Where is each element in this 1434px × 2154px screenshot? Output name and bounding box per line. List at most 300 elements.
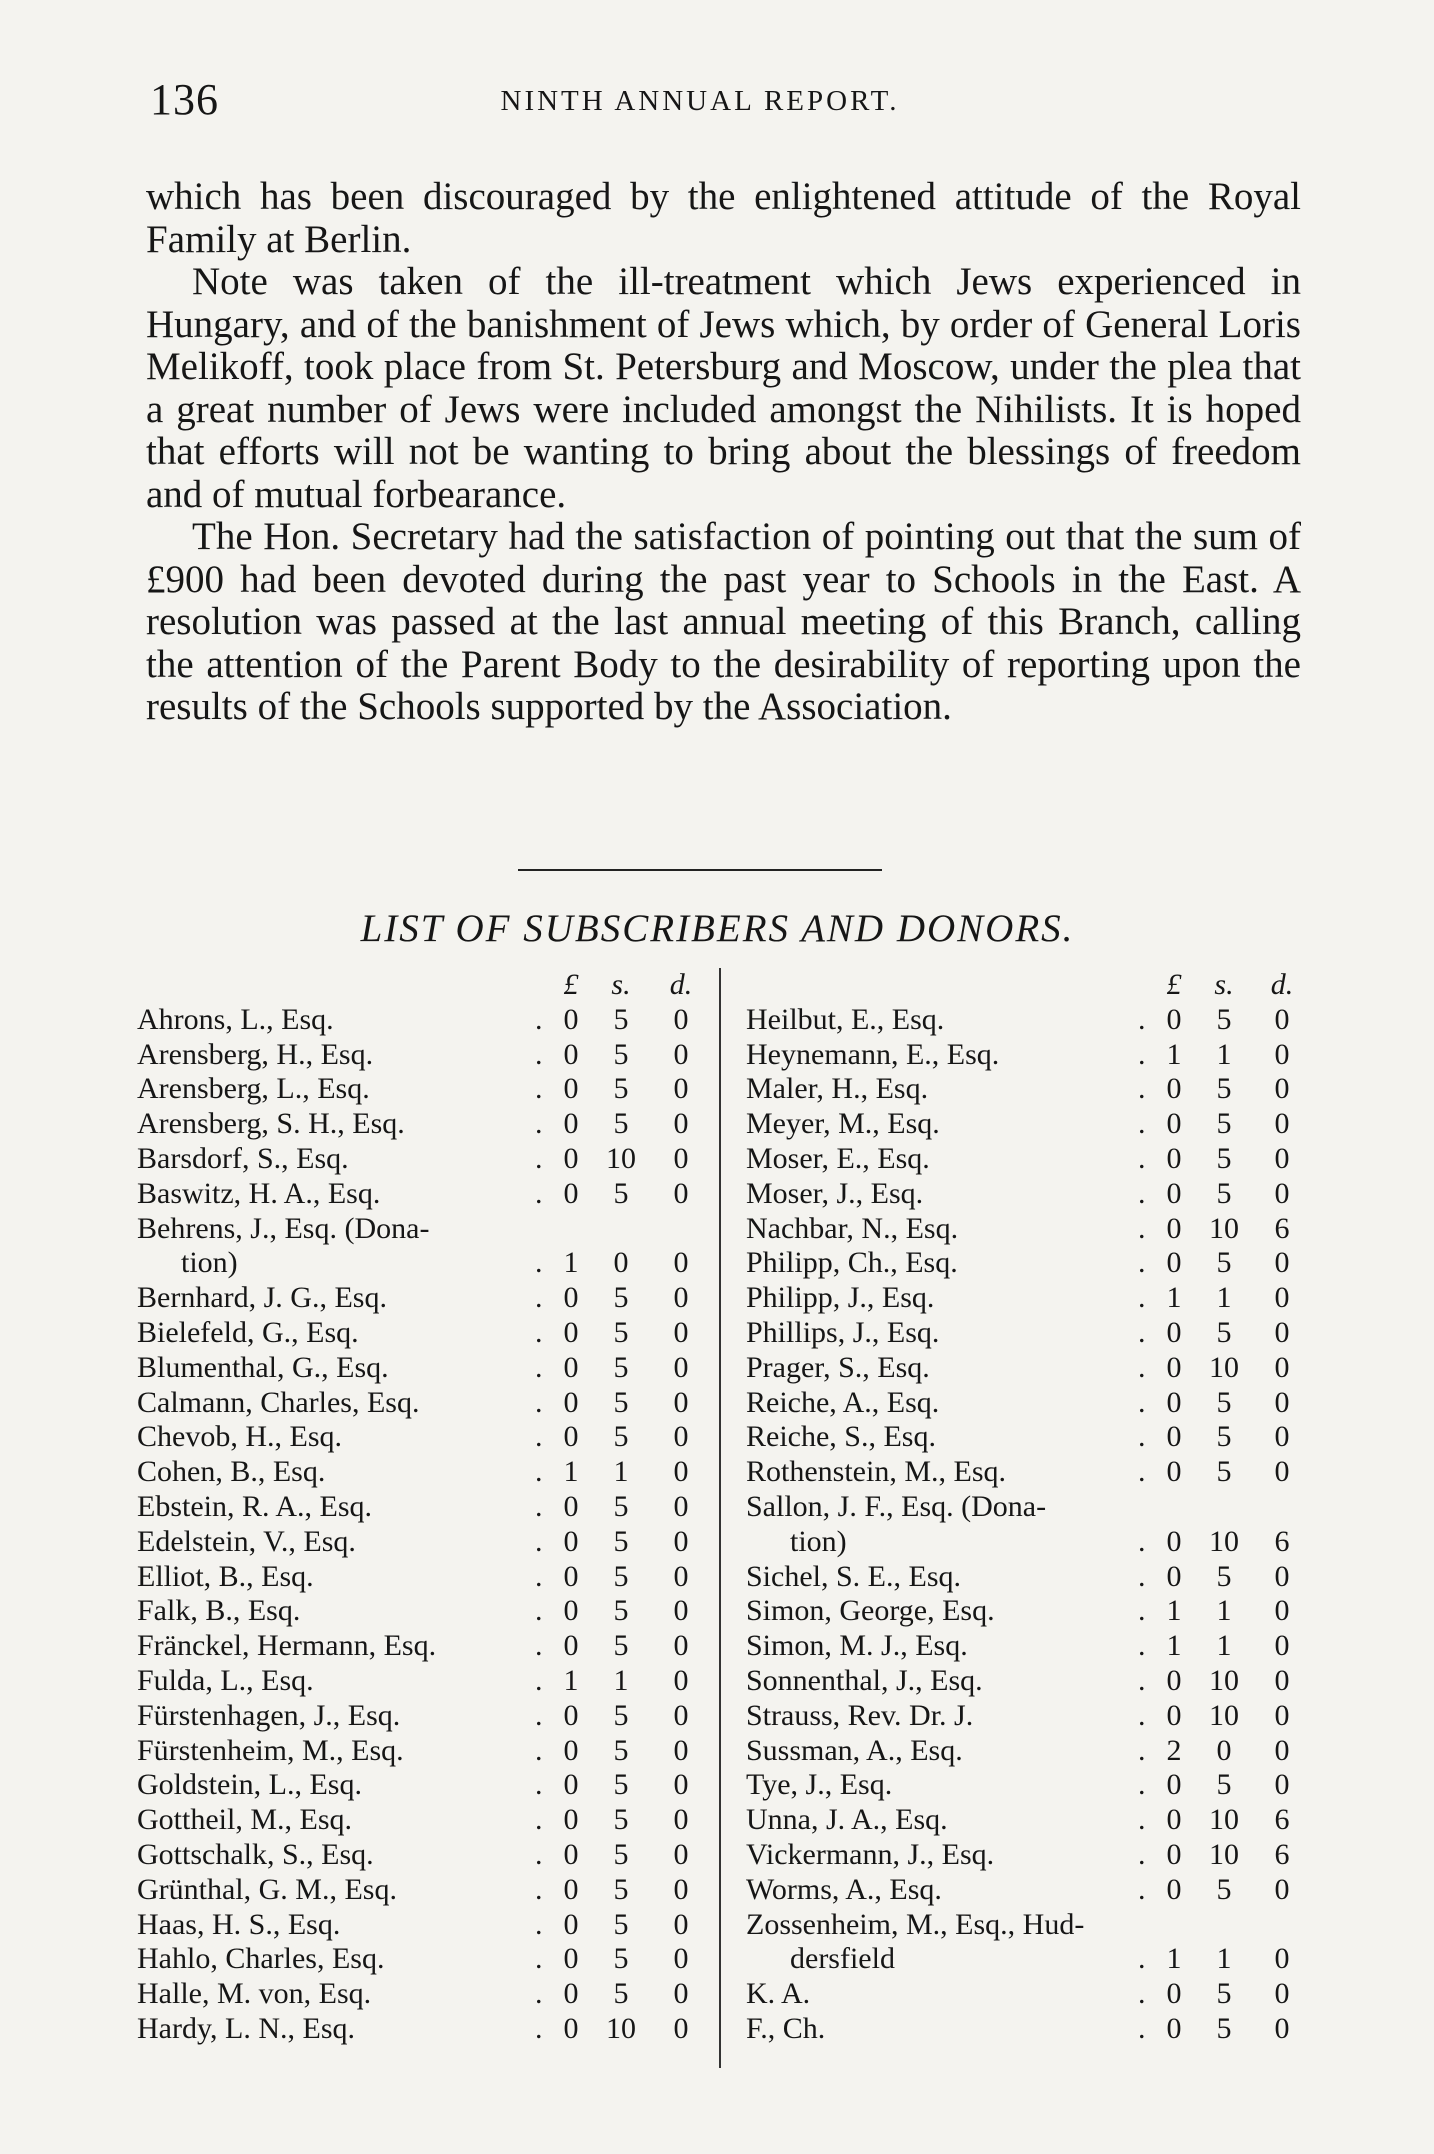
pounds-amount: 0 [563, 1594, 579, 1628]
subscriber-row [137, 1246, 697, 1281]
leader-dot: . [1138, 1942, 1146, 1976]
subscriber-name: Barsdorf, S., Esq. [137, 1141, 349, 1175]
pence-amount: 0 [1274, 1350, 1290, 1384]
pounds-amount: 0 [563, 1524, 579, 1558]
shillings-amount: 5 [613, 1977, 629, 2011]
pence-amount: 0 [673, 1768, 689, 1802]
leader-dot: . [535, 1246, 543, 1280]
pence-amount: 0 [673, 1420, 689, 1454]
pounds-amount: 1 [1166, 1629, 1182, 1663]
pounds-amount: 0 [563, 1803, 579, 1837]
subscriber-name: Elliot, B., Esq. [137, 1559, 314, 1593]
leader-dot: . [1138, 1246, 1146, 1280]
leader-dot: . [1138, 1524, 1146, 1558]
leader-dot: . [535, 1594, 543, 1628]
subscriber-name: Philipp, J., Esq. [746, 1281, 935, 1315]
subscriber-row [746, 1560, 1306, 1595]
subscriber-name: Simon, M. J., Esq. [746, 1629, 968, 1663]
paragraph: The Hon. Secretary had the satisfaction of pointing out that the sum of £900 had been devoted during the past year to Schools in the East. A resolution was passed at the last annual meeting of this Branch, calling the attention of the Parent Body to the desirability of reporting upon the results of the Schools supported by the Association. [146, 515, 1301, 728]
pounds-amount: 0 [1166, 1246, 1182, 1280]
subscriber-name: dersfield [790, 1942, 895, 1976]
shillings-amount: 5 [613, 1698, 629, 1732]
subscriber-name: Baswitz, H. A., Esq. [137, 1176, 381, 1210]
pence-amount: 0 [1274, 1942, 1290, 1976]
leader-dot: . [1138, 1559, 1146, 1593]
pounds-amount: 1 [563, 1246, 579, 1280]
subscriber-row [746, 1316, 1306, 1351]
leader-dot: . [535, 2011, 543, 2045]
subscriber-name: Bielefeld, G., Esq. [137, 1315, 359, 1349]
pence-amount: 0 [673, 1385, 689, 1419]
pounds-amount: 1 [563, 1663, 579, 1697]
pounds-amount: 0 [563, 1002, 579, 1036]
shillings-amount: 10 [1209, 1837, 1239, 1871]
subscriber-name: Fürstenhagen, J., Esq. [137, 1698, 401, 1732]
pence-amount: 0 [673, 1594, 689, 1628]
pounds-amount: 0 [1166, 1141, 1182, 1175]
subscriber-name: Cohen, B., Esq. [137, 1455, 326, 1489]
paragraph: which has been discouraged by the enlightened attitude of the Royal Family at Berlin. [146, 175, 1301, 261]
subscriber-row [137, 1629, 697, 1664]
leader-dot: . [1138, 1803, 1146, 1837]
leader-dot: . [1138, 1977, 1146, 2011]
leader-dot: . [535, 1489, 543, 1523]
pence-amount: 0 [673, 1455, 689, 1489]
shillings-amount: 1 [1216, 1629, 1232, 1663]
shillings-amount: 5 [613, 1072, 629, 1106]
pence-amount: 0 [1274, 1281, 1290, 1315]
subscriber-name: Zossenheim, M., Esq., Hud- [746, 1907, 1085, 1941]
subscriber-name: Moser, J., Esq. [746, 1176, 924, 1210]
shillings-amount: 1 [1216, 1281, 1232, 1315]
shillings-amount: 5 [1216, 1768, 1232, 1802]
leader-dot: . [1138, 1002, 1146, 1036]
leader-dot: . [535, 1281, 543, 1315]
shillings-amount: 5 [613, 1176, 629, 1210]
shillings-amount: 5 [613, 1420, 629, 1454]
shillings-amount: 1 [613, 1663, 629, 1697]
subscriber-row [137, 1386, 697, 1421]
subscriber-row [746, 1142, 1306, 1177]
shillings-amount: 5 [613, 1281, 629, 1315]
leader-dot: . [1138, 1733, 1146, 1767]
shillings-amount: 5 [1216, 1315, 1232, 1349]
subscriber-row [137, 1107, 697, 1142]
leader-dot: . [1138, 1872, 1146, 1906]
subscriber-row [137, 1873, 697, 1908]
pence-amount: 0 [673, 1176, 689, 1210]
leader-dot: . [535, 1350, 543, 1384]
pounds-amount: 0 [563, 1350, 579, 1384]
shillings-amount: 10 [1209, 1803, 1239, 1837]
pence-amount: 0 [673, 1942, 689, 1976]
shillings-amount: 5 [613, 1002, 629, 1036]
pounds-amount: 0 [563, 2011, 579, 2045]
subscriber-name: Fulda, L., Esq. [137, 1663, 314, 1697]
paragraph: Note was taken of the ill-treatment which Jews experienced in Hungary, and of the banishment of Jews which, by order of General Loris Melikoff, took place from St. Petersburg and Moscow, under the plea that a great number of Jews were included amongst the Nihilists. It is hoped that efforts will not be wanting to bring about the blessings of freedom and of mutual forbearance. [146, 260, 1301, 516]
pounds-amount: 0 [563, 1629, 579, 1663]
leader-dot: . [535, 1803, 543, 1837]
subscriber-name: Chevob, H., Esq. [137, 1420, 342, 1454]
leader-dot: . [535, 1420, 543, 1454]
shillings-amount: 10 [1209, 1211, 1239, 1245]
pounds-amount: 0 [1166, 1559, 1182, 1593]
leader-dot: . [535, 1524, 543, 1558]
pounds-amount: 0 [563, 1907, 579, 1941]
pence-amount: 0 [673, 1907, 689, 1941]
subscriber-row [746, 1212, 1306, 1247]
subscriber-row [746, 1455, 1306, 1490]
subscriber-row [746, 1490, 1306, 1525]
pounds-amount: 0 [563, 1942, 579, 1976]
subscriber-name: tion) [790, 1524, 847, 1558]
subscriber-row [746, 1038, 1306, 1073]
pounds-amount: 0 [1166, 1315, 1182, 1349]
leader-dot: . [535, 1037, 543, 1071]
column-header [746, 968, 1306, 1003]
section-divider [518, 869, 882, 871]
pounds-amount: 1 [1166, 1281, 1182, 1315]
shillings-amount: 5 [1216, 1420, 1232, 1454]
subscriber-name: Arensberg, S. H., Esq. [137, 1107, 405, 1141]
subscriber-name: Unna, J. A., Esq. [746, 1803, 948, 1837]
shillings-amount: 5 [1216, 1977, 1232, 2011]
pence-amount: 0 [1274, 1768, 1290, 1802]
pounds-amount: 0 [563, 1385, 579, 1419]
pence-amount: 0 [673, 1524, 689, 1558]
pounds-amount: 0 [563, 1837, 579, 1871]
pence-amount: 0 [1274, 1420, 1290, 1454]
leader-dot: . [1138, 1281, 1146, 1315]
pounds-amount: 0 [1166, 1837, 1182, 1871]
subscriber-name: Gottschalk, S., Esq. [137, 1837, 374, 1871]
pence-amount: 0 [673, 1977, 689, 2011]
subscriber-name: Bernhard, J. G., Esq. [137, 1281, 387, 1315]
subscriber-row [137, 1420, 697, 1455]
shillings-amount: 10 [1209, 1663, 1239, 1697]
leader-dot: . [1138, 1211, 1146, 1245]
subscriber-row [137, 1038, 697, 1073]
shillings-amount: 5 [1216, 1002, 1232, 1036]
shillings-amount: 10 [1209, 1524, 1239, 1558]
shillings-amount: 5 [613, 1803, 629, 1837]
pence-amount: 0 [1274, 1141, 1290, 1175]
page-number: 136 [150, 75, 219, 124]
pounds-amount: 0 [1166, 1524, 1182, 1558]
subscriber-row [746, 1420, 1306, 1455]
pence-amount: 0 [673, 1803, 689, 1837]
pence-amount: 0 [1274, 1594, 1290, 1628]
subscriber-row [137, 2012, 697, 2047]
pence-amount: 0 [673, 1350, 689, 1384]
shillings-amount: 5 [613, 1107, 629, 1141]
subscriber-name: Gottheil, M., Esq. [137, 1803, 352, 1837]
subscriber-name: F., Ch. [746, 2011, 826, 2045]
subscriber-name: Ahrons, L., Esq. [137, 1002, 334, 1036]
subscriber-row [746, 1838, 1306, 1873]
pence-amount: 6 [1274, 1211, 1290, 1245]
subscriber-row [746, 1942, 1306, 1977]
subscriber-name: Haas, H. S., Esq. [137, 1907, 341, 1941]
pence-amount: 0 [1274, 1176, 1290, 1210]
subscriber-row [746, 1072, 1306, 1107]
subscriber-row [746, 1351, 1306, 1386]
subscriber-row [746, 1977, 1306, 2012]
subscriber-row [746, 1908, 1306, 1943]
pounds-amount: 0 [563, 1559, 579, 1593]
shillings-amount: 5 [613, 1837, 629, 1871]
pence-amount: 0 [1274, 1559, 1290, 1593]
pence-amount: 0 [1274, 1629, 1290, 1663]
pounds-amount: 1 [1166, 1594, 1182, 1628]
subscriber-row [137, 1560, 697, 1595]
subscriber-name: Hahlo, Charles, Esq. [137, 1942, 385, 1976]
subscriber-row [746, 1246, 1306, 1281]
subscriber-name: Fürstenheim, M., Esq. [137, 1733, 404, 1767]
subscriber-name: Sichel, S. E., Esq. [746, 1559, 961, 1593]
leader-dot: . [1138, 1315, 1146, 1349]
pounds-amount: 0 [563, 1489, 579, 1523]
subscriber-name: Blumenthal, G., Esq. [137, 1350, 389, 1384]
shillings-amount: 5 [613, 1350, 629, 1384]
leader-dot: . [1138, 1768, 1146, 1802]
pounds-amount: 0 [1166, 1176, 1182, 1210]
shillings-amount: 5 [613, 1872, 629, 1906]
list-title: LIST OF SUBSCRIBERS AND DONORS. [360, 907, 1075, 950]
subscriber-row [746, 1281, 1306, 1316]
subscriber-name: Meyer, M., Esq. [746, 1107, 940, 1141]
subscriber-row [137, 1942, 697, 1977]
shillings-amount: 5 [613, 1629, 629, 1663]
pence-amount: 6 [1274, 1803, 1290, 1837]
pence-amount: 0 [1274, 1107, 1290, 1141]
pence-amount: 0 [673, 1489, 689, 1523]
shillings-amount: 5 [613, 1385, 629, 1419]
leader-dot: . [1138, 1350, 1146, 1384]
subscriber-name: Ebstein, R. A., Esq. [137, 1489, 373, 1523]
pounds-amount: 0 [1166, 1385, 1182, 1419]
shillings-amount: 5 [1216, 1559, 1232, 1593]
pence-amount: 0 [1274, 1315, 1290, 1349]
pounds-amount: 0 [563, 1072, 579, 1106]
leader-dot: . [1138, 1420, 1146, 1454]
leader-dot: . [535, 1455, 543, 1489]
pence-amount: 6 [1274, 1837, 1290, 1871]
pounds-amount: 0 [563, 1141, 579, 1175]
leader-dot: . [1138, 1837, 1146, 1871]
shillings-amount: 0 [1216, 1733, 1232, 1767]
subscriber-row [746, 1699, 1306, 1734]
subscriber-row [746, 1386, 1306, 1421]
pence-amount: 0 [673, 1281, 689, 1315]
subscriber-row [137, 1664, 697, 1699]
shillings-amount: 5 [1216, 1246, 1232, 1280]
pence-amount: 0 [1274, 1037, 1290, 1071]
leader-dot: . [535, 1315, 543, 1349]
shillings-amount: 5 [1216, 1872, 1232, 1906]
pence-amount: 0 [1274, 1455, 1290, 1489]
subscriber-row [137, 1212, 697, 1247]
column-divider [719, 968, 721, 2068]
pence-amount: 0 [673, 1559, 689, 1593]
subscriber-row [137, 1455, 697, 1490]
subscriber-name: Moser, E., Esq. [746, 1141, 930, 1175]
pence-amount: 0 [1274, 1246, 1290, 1280]
leader-dot: . [535, 1559, 543, 1593]
pounds-amount: 0 [1166, 1420, 1182, 1454]
leader-dot: . [1138, 1176, 1146, 1210]
pence-amount: 0 [673, 1002, 689, 1036]
column-header [137, 968, 697, 1003]
subscriber-name: Edelstein, V., Esq. [137, 1524, 356, 1558]
subscriber-row [137, 1594, 697, 1629]
subscriber-name: Maler, H., Esq. [746, 1072, 929, 1106]
leader-dot: . [1138, 1107, 1146, 1141]
pounds-amount: 0 [1166, 1002, 1182, 1036]
leader-dot: . [1138, 1455, 1146, 1489]
pounds-header: £ [563, 968, 579, 1001]
shillings-amount: 5 [1216, 1385, 1232, 1419]
shillings-header: s. [611, 968, 631, 1001]
pence-amount: 0 [1274, 1072, 1290, 1106]
pence-amount: 0 [673, 1037, 689, 1071]
pence-amount: 0 [1274, 1977, 1290, 2011]
leader-dot: . [535, 1141, 543, 1175]
shillings-amount: 10 [606, 2011, 636, 2045]
shillings-amount: 5 [613, 1907, 629, 1941]
pounds-amount: 0 [563, 1733, 579, 1767]
pence-amount: 0 [1274, 1002, 1290, 1036]
leader-dot: . [535, 1872, 543, 1906]
pounds-amount: 0 [1166, 1872, 1182, 1906]
leader-dot: . [535, 1907, 543, 1941]
pence-amount: 0 [1274, 1663, 1290, 1697]
shillings-amount: 5 [1216, 1141, 1232, 1175]
pounds-amount: 0 [563, 1872, 579, 1906]
subscriber-name: Reiche, S., Esq. [746, 1420, 936, 1454]
subscriber-name: Fränckel, Hermann, Esq. [137, 1629, 437, 1663]
subscriber-row [137, 1316, 697, 1351]
subscriber-name: Arensberg, L., Esq. [137, 1072, 370, 1106]
shillings-header: s. [1214, 968, 1234, 1001]
pounds-amount: 0 [1166, 1455, 1182, 1489]
pence-amount: 0 [1274, 1698, 1290, 1732]
subscriber-name: Strauss, Rev. Dr. J. [746, 1698, 974, 1732]
pounds-amount: 1 [1166, 1037, 1182, 1071]
pence-amount: 0 [673, 1072, 689, 1106]
shillings-amount: 5 [613, 1037, 629, 1071]
pence-amount: 0 [673, 1872, 689, 1906]
pounds-amount: 2 [1166, 1733, 1182, 1767]
leader-dot: . [535, 1977, 543, 2011]
pounds-amount: 0 [563, 1420, 579, 1454]
shillings-amount: 0 [613, 1246, 629, 1280]
pence-amount: 0 [673, 1698, 689, 1732]
subscriber-row [137, 1177, 697, 1212]
subscriber-name: Arensberg, H., Esq. [137, 1037, 374, 1071]
leader-dot: . [535, 1663, 543, 1697]
subscriber-name: Tye, J., Esq. [746, 1768, 893, 1802]
leader-dot: . [1138, 1629, 1146, 1663]
pounds-amount: 0 [563, 1768, 579, 1802]
subscriber-row [746, 1768, 1306, 1803]
subscriber-row [746, 1664, 1306, 1699]
subscriber-name: Sallon, J. F., Esq. (Dona- [746, 1489, 1047, 1523]
subscriber-name: Simon, George, Esq. [746, 1594, 995, 1628]
running-title: NINTH ANNUAL REPORT. [500, 85, 900, 117]
subscriber-name: Sussman, A., Esq. [746, 1733, 963, 1767]
pence-amount: 0 [673, 1837, 689, 1871]
subscriber-row [746, 1803, 1306, 1838]
shillings-amount: 10 [1209, 1698, 1239, 1732]
subscriber-name: Vickermann, J., Esq. [746, 1837, 995, 1871]
subscriber-row [137, 1003, 697, 1038]
subscriber-name: Hardy, L. N., Esq. [137, 2011, 356, 2045]
subscriber-row [137, 1351, 697, 1386]
subscriber-row [137, 1734, 697, 1769]
subscriber-name: Philipp, Ch., Esq. [746, 1246, 958, 1280]
pence-amount: 0 [1274, 2011, 1290, 2045]
pounds-header: £ [1166, 968, 1182, 1001]
pounds-amount: 0 [1166, 1698, 1182, 1732]
subscriber-column-left [137, 968, 697, 2047]
pence-amount: 0 [673, 1246, 689, 1280]
subscriber-row [137, 1977, 697, 2012]
subscriber-row [137, 1072, 697, 1107]
leader-dot: . [535, 1385, 543, 1419]
subscriber-name: Halle, M. von, Esq. [137, 1977, 372, 2011]
pence-amount: 6 [1274, 1524, 1290, 1558]
subscriber-name: Falk, B., Esq. [137, 1594, 301, 1628]
leader-dot: . [1138, 1385, 1146, 1419]
pence-amount: 0 [673, 1315, 689, 1349]
pounds-amount: 0 [563, 1977, 579, 2011]
leader-dot: . [1138, 2011, 1146, 2045]
subscriber-row [137, 1525, 697, 1560]
subscriber-row [746, 1107, 1306, 1142]
leader-dot: . [535, 1768, 543, 1802]
pounds-amount: 1 [563, 1455, 579, 1489]
shillings-amount: 5 [1216, 1072, 1232, 1106]
pence-amount: 0 [673, 1629, 689, 1663]
subscriber-row [746, 1873, 1306, 1908]
shillings-amount: 5 [613, 1524, 629, 1558]
shillings-amount: 5 [1216, 1176, 1232, 1210]
pence-amount: 0 [673, 1141, 689, 1175]
pence-amount: 0 [673, 1733, 689, 1767]
pounds-amount: 0 [1166, 1350, 1182, 1384]
pounds-amount: 0 [1166, 1803, 1182, 1837]
leader-dot: . [1138, 1141, 1146, 1175]
subscriber-row [746, 1003, 1306, 1038]
pounds-amount: 0 [1166, 1072, 1182, 1106]
leader-dot: . [535, 1072, 543, 1106]
leader-dot: . [1138, 1072, 1146, 1106]
pounds-amount: 0 [563, 1176, 579, 1210]
shillings-amount: 1 [1216, 1037, 1232, 1071]
subscriber-row [137, 1142, 697, 1177]
subscriber-name: tion) [181, 1246, 238, 1280]
pounds-amount: 0 [563, 1107, 579, 1141]
shillings-amount: 5 [613, 1594, 629, 1628]
pounds-amount: 0 [563, 1698, 579, 1732]
leader-dot: . [535, 1698, 543, 1732]
subscriber-name: Worms, A., Esq. [746, 1872, 942, 1906]
pence-amount: 0 [1274, 1872, 1290, 1906]
pounds-amount: 0 [563, 1037, 579, 1071]
subscriber-row [137, 1490, 697, 1525]
subscriber-name: Prager, S., Esq. [746, 1350, 930, 1384]
